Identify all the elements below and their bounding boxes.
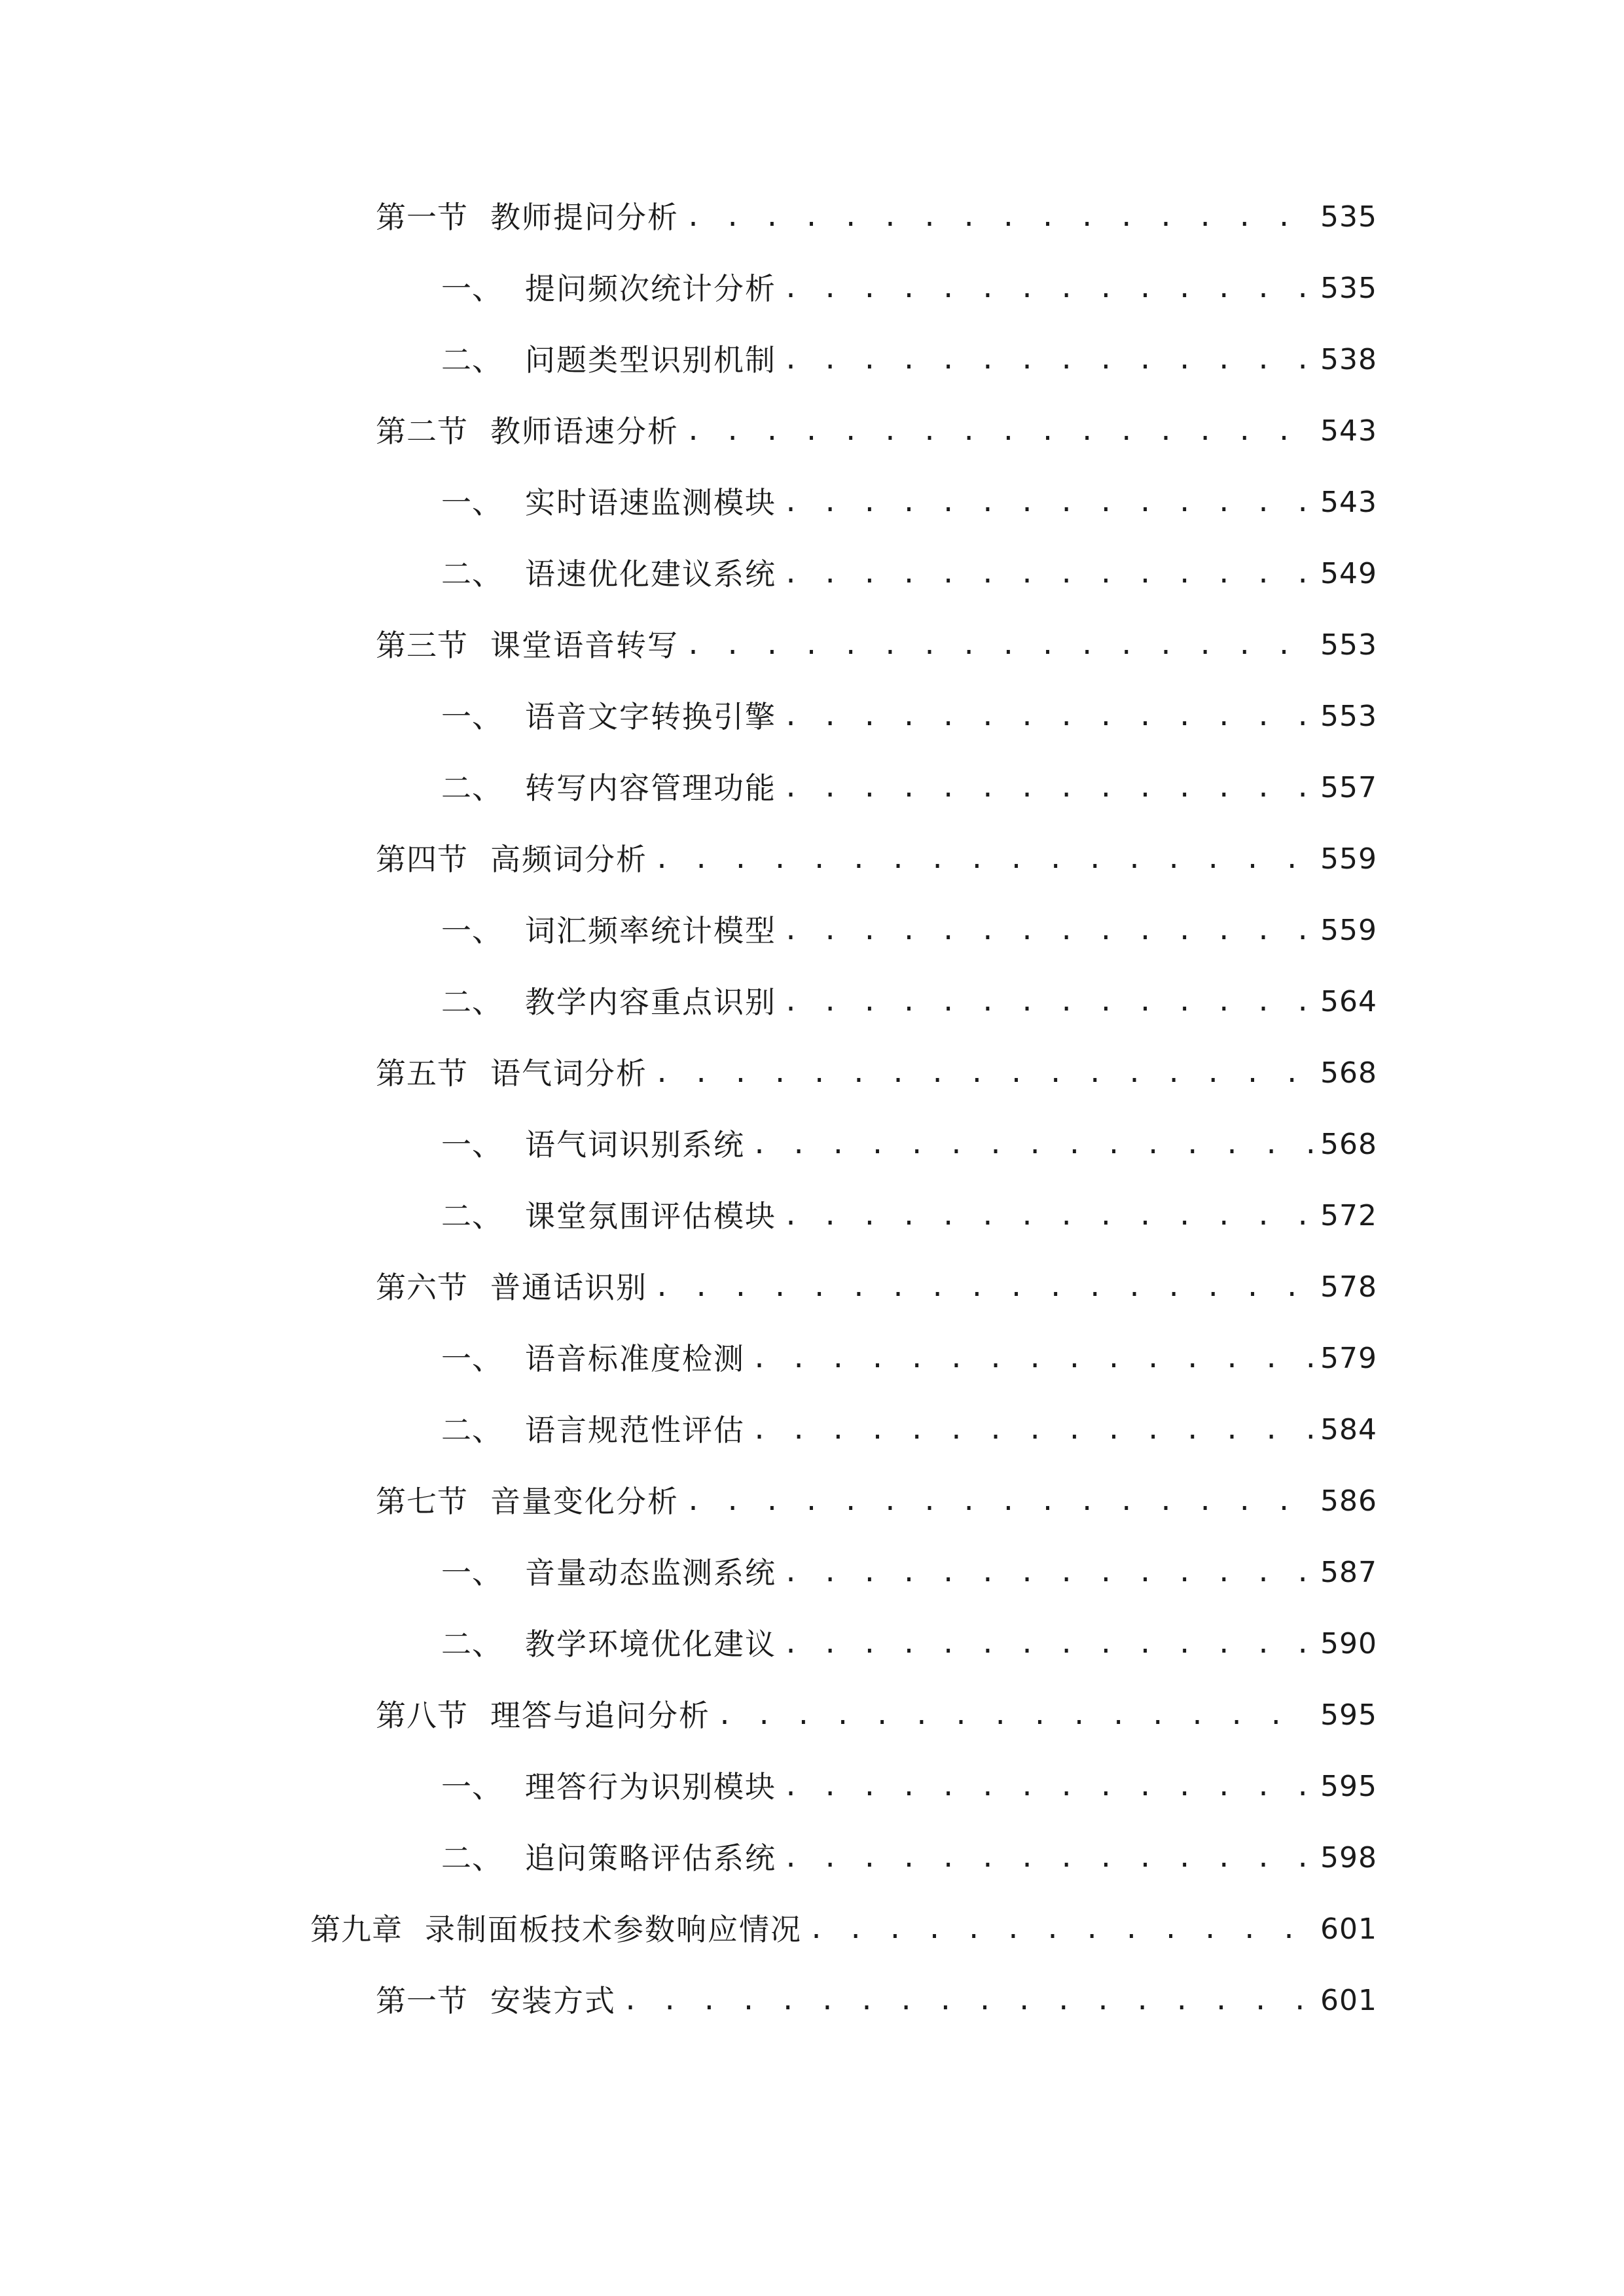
toc-entry-number: 第九章: [310, 1912, 403, 1947]
toc-dot-leader: [751, 1333, 1312, 1385]
toc-page-number: 590: [1320, 1627, 1377, 1660]
toc-page-number: 579: [1320, 1342, 1377, 1375]
toc-entry-number: 二、: [441, 556, 503, 592]
toc-dot-leader: [783, 476, 1312, 529]
toc-page-number: 595: [1320, 1770, 1377, 1803]
toc-entry-subsection[interactable]: [441, 548, 1377, 600]
toc-entry-title: 提问频次统计分析: [525, 271, 776, 306]
toc-entry-title: 教学环境优化建议: [525, 1626, 776, 1662]
toc-entry-title: 录制面板技术参数响应情况: [425, 1912, 802, 1947]
toc-page-number: 601: [1320, 1984, 1377, 2017]
toc-page-number: 598: [1320, 1841, 1377, 1874]
toc-dot-leader: [783, 1618, 1312, 1670]
toc-entry-title: 课堂语音转写: [490, 628, 679, 663]
toc-entry-subsection[interactable]: [441, 1333, 1377, 1385]
toc-page-number: 543: [1320, 414, 1377, 448]
toc-entry-number: 二、: [441, 1412, 503, 1448]
toc-dot-leader: [783, 548, 1312, 600]
toc-page-number: 543: [1320, 486, 1377, 519]
toc-entry-number: 第七节: [376, 1484, 468, 1519]
toc-entry-title: 普通话识别: [490, 1270, 647, 1305]
toc-dot-leader: [783, 691, 1312, 743]
toc-dot-leader: [783, 976, 1312, 1028]
toc-entry-number: 一、: [441, 271, 503, 306]
toc-entry-number: 二、: [441, 342, 503, 378]
toc-dot-leader: [654, 1047, 1312, 1100]
toc-entry-section[interactable]: [376, 619, 1377, 672]
toc-dot-leader: [751, 1404, 1312, 1456]
toc-entry-number: 第三节: [376, 628, 468, 663]
toc-entry-title: 词汇频率统计模型: [525, 913, 776, 948]
toc-entry-chapter[interactable]: [310, 1903, 1377, 1956]
toc-dot-leader: [685, 619, 1312, 672]
toc-entry-number: 第八节: [376, 1698, 468, 1733]
toc-page-number: 549: [1320, 557, 1377, 590]
toc-entry-title: 语速优化建议系统: [525, 556, 776, 592]
toc-entry-title: 语气词识别系统: [525, 1127, 745, 1162]
toc-entry-subsection[interactable]: [441, 1832, 1377, 1884]
toc-dot-leader: [808, 1903, 1312, 1956]
toc-dot-leader: [783, 905, 1312, 957]
toc-page-number: 578: [1320, 1270, 1377, 1304]
toc-entry-section[interactable]: [376, 405, 1377, 457]
toc-entry-title: 转写内容管理功能: [525, 770, 776, 806]
toc-entry-number: 一、: [441, 913, 503, 948]
toc-entry-number: 第一节: [376, 200, 468, 235]
toc-dot-leader: [685, 191, 1312, 243]
toc-page-number: 535: [1320, 272, 1377, 305]
toc-entry-title: 理答行为识别模块: [525, 1769, 776, 1804]
toc-entry-number: 一、: [441, 1555, 503, 1590]
toc-page-number: 584: [1320, 1413, 1377, 1446]
toc-entry-number: 二、: [441, 1626, 503, 1662]
toc-page-number: 535: [1320, 200, 1377, 234]
toc-entry-subsection[interactable]: [441, 905, 1377, 957]
toc-entry-subsection[interactable]: [441, 1190, 1377, 1242]
toc-entry-number: 一、: [441, 1769, 503, 1804]
toc-entry-section[interactable]: [376, 1689, 1377, 1742]
toc-entry-number: 一、: [441, 699, 503, 734]
toc-entry-number: 一、: [441, 1341, 503, 1376]
toc-entry-subsection[interactable]: [441, 1404, 1377, 1456]
toc-entry-section[interactable]: [376, 1261, 1377, 1314]
toc-dot-leader: [654, 1261, 1312, 1314]
toc-entry-title: 理答与追问分析: [490, 1698, 710, 1733]
toc-entry-subsection[interactable]: [441, 334, 1377, 386]
toc-page-number: 586: [1320, 1484, 1377, 1518]
toc-entry-number: 二、: [441, 1198, 503, 1234]
toc-entry-title: 音量变化分析: [490, 1484, 679, 1519]
toc-entry-number: 二、: [441, 984, 503, 1020]
toc-entry-title: 语言规范性评估: [525, 1412, 745, 1448]
toc-page-number: 557: [1320, 771, 1377, 804]
toc-page-number: 572: [1320, 1199, 1377, 1232]
toc-entry-number: 第一节: [376, 1983, 468, 2018]
toc-entry-subsection[interactable]: [441, 476, 1377, 529]
toc-entry-title: 语气词分析: [490, 1056, 647, 1091]
toc-page-number: 553: [1320, 700, 1377, 733]
toc-page-number: 538: [1320, 343, 1377, 376]
toc-entry-section[interactable]: [376, 833, 1377, 886]
toc-entry-subsection[interactable]: [441, 762, 1377, 814]
toc-entry-number: 一、: [441, 485, 503, 520]
toc-page-number: 553: [1320, 628, 1377, 662]
toc-entry-section[interactable]: [376, 1047, 1377, 1100]
toc-dot-leader: [685, 405, 1312, 457]
toc-entry-title: 教师语速分析: [490, 414, 679, 449]
toc-page-number: 568: [1320, 1128, 1377, 1161]
toc-entry-number: 第二节: [376, 414, 468, 449]
toc-dot-leader: [783, 762, 1312, 814]
toc-entry-title: 教师提问分析: [490, 200, 679, 235]
toc-entry-title: 课堂氛围评估模块: [525, 1198, 776, 1234]
toc-dot-leader: [717, 1689, 1312, 1742]
toc-entry-number: 一、: [441, 1127, 503, 1162]
toc-entry-subsection[interactable]: [441, 1761, 1377, 1813]
toc-page-number: 564: [1320, 985, 1377, 1018]
toc-dot-leader: [783, 1761, 1312, 1813]
toc-entry-subsection[interactable]: [441, 1547, 1377, 1599]
toc-entry-section[interactable]: [376, 1475, 1377, 1528]
toc-entry-title: 实时语速监测模块: [525, 485, 776, 520]
toc-entry-title: 语音标准度检测: [525, 1341, 745, 1376]
toc-dot-leader: [783, 1190, 1312, 1242]
toc-entry-section[interactable]: [376, 1975, 1377, 2027]
toc-entry-subsection[interactable]: [441, 1119, 1377, 1171]
toc-entry-subsection[interactable]: [441, 976, 1377, 1028]
toc-page-number: 587: [1320, 1556, 1377, 1589]
toc-entry-number: 第五节: [376, 1056, 468, 1091]
toc-page-number: 559: [1320, 914, 1377, 947]
toc-dot-leader: [783, 1832, 1312, 1884]
toc-entry-title: 语音文字转换引擎: [525, 699, 776, 734]
toc-page-number: 568: [1320, 1056, 1377, 1090]
toc-page-number: 595: [1320, 1698, 1377, 1732]
toc-entry-subsection[interactable]: [441, 691, 1377, 743]
toc-entry-section[interactable]: [376, 191, 1377, 243]
toc-dot-leader: [783, 334, 1312, 386]
toc-dot-leader: [623, 1975, 1312, 2027]
toc-dot-leader: [751, 1119, 1312, 1171]
toc-entry-title: 高频词分析: [490, 842, 647, 877]
toc-dot-leader: [685, 1475, 1312, 1528]
toc-entry-subsection[interactable]: [441, 262, 1377, 315]
toc-entry-title: 追问策略评估系统: [525, 1840, 776, 1876]
toc-entry-number: 第四节: [376, 842, 468, 877]
toc-entry-number: 第六节: [376, 1270, 468, 1305]
toc-entry-title: 教学内容重点识别: [525, 984, 776, 1020]
toc-entry-title: 安装方式: [490, 1983, 616, 2018]
toc-dot-leader: [783, 1547, 1312, 1599]
toc-page-number: 559: [1320, 842, 1377, 876]
toc-dot-leader: [783, 262, 1312, 315]
toc-page-number: 601: [1320, 1912, 1377, 1946]
toc-entry-number: 二、: [441, 770, 503, 806]
toc-entry-title: 音量动态监测系统: [525, 1555, 776, 1590]
toc-entry-subsection[interactable]: [441, 1618, 1377, 1670]
toc-dot-leader: [654, 833, 1312, 886]
toc-entry-title: 问题类型识别机制: [525, 342, 776, 378]
toc-entry-number: 二、: [441, 1840, 503, 1876]
